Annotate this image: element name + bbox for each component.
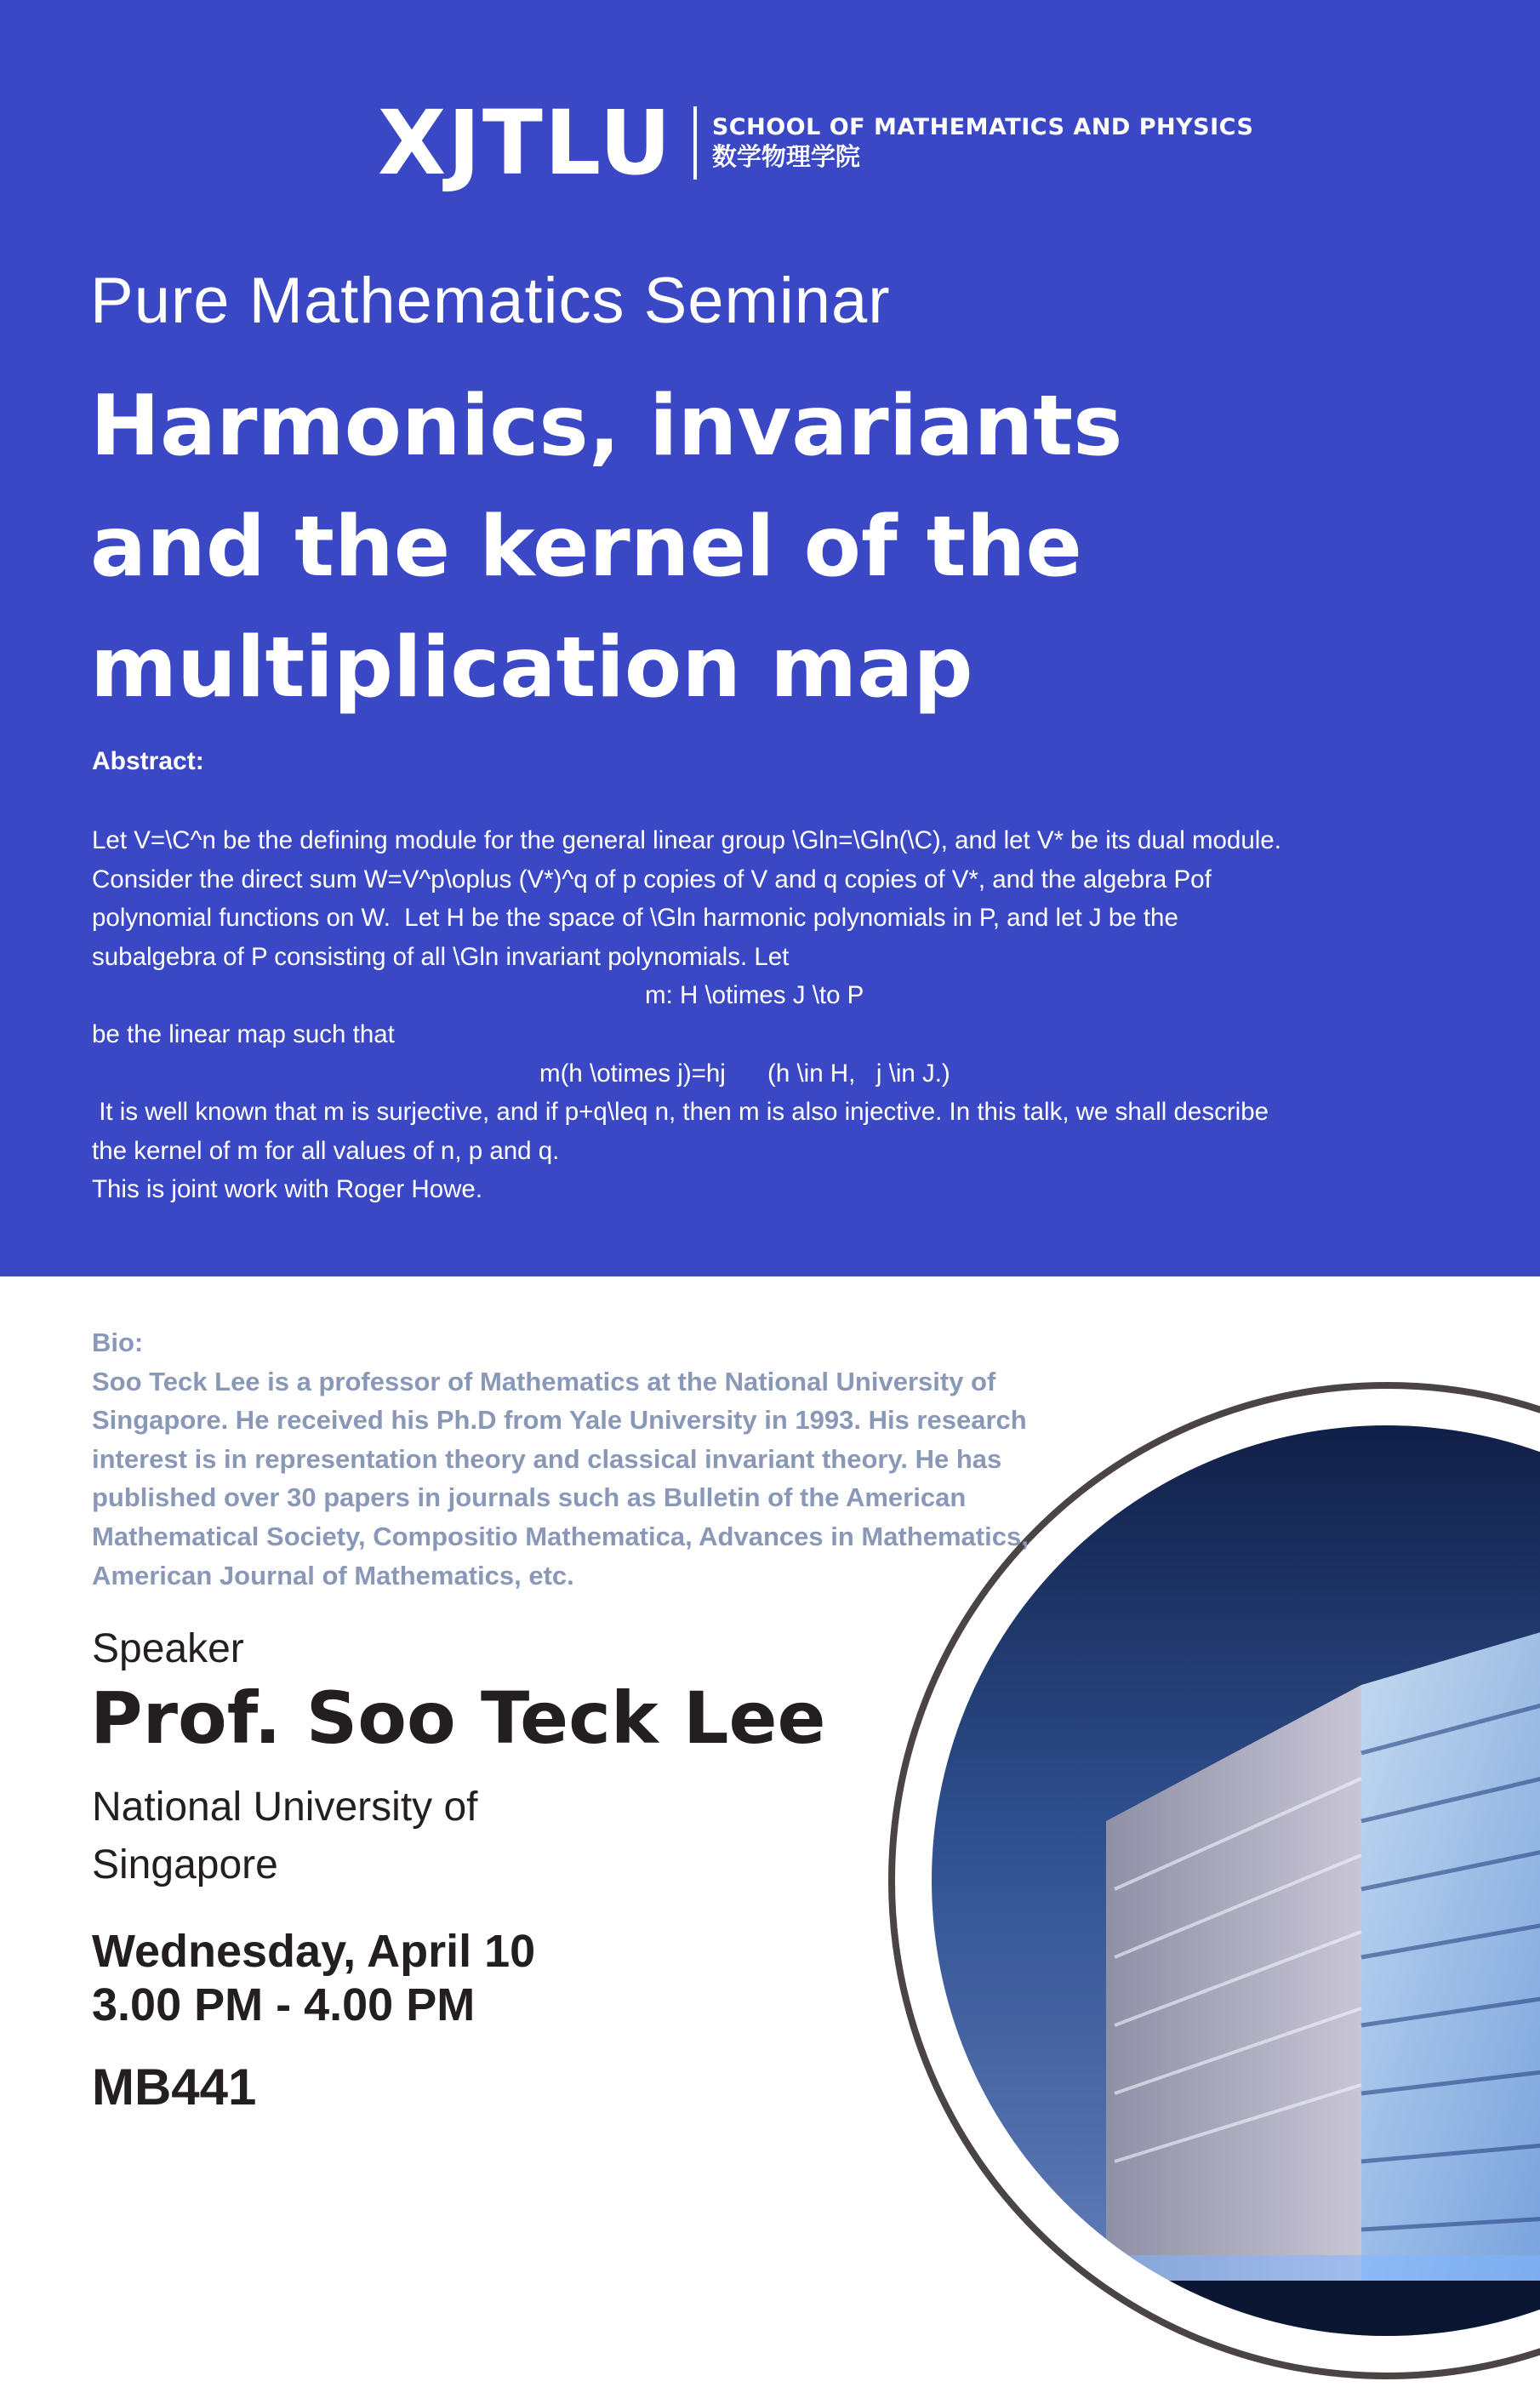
logo-school-zh: 数学物理学院: [711, 141, 860, 171]
logo-school-en: SCHOOL OF MATHEMATICS AND PHYSICS: [711, 114, 1254, 141]
speaker-name: Prof. Soo Teck Lee: [90, 1676, 826, 1760]
abstract-heading: Abstract:: [92, 747, 204, 775]
event-date: Wednesday, April 10: [92, 1926, 536, 1977]
abstract-line: Consider the direct sum W=V^p\oplus (V*)^q of p copies of V and q copies of V*, and the algebra Pof: [92, 865, 1212, 894]
abstract-line: be the linear map such that: [92, 1019, 395, 1048]
abstract-body: [92, 821, 1496, 1209]
logo-mark: XJTLU: [378, 91, 673, 195]
logo-school-name: [712, 114, 1254, 171]
school-logo: [378, 91, 1254, 195]
abstract-line: polynomial functions on W. Let H be the space of \Gln harmonic polynomials in P, and let J be the: [92, 904, 1178, 933]
event-time: 3.00 PM - 4.00 PM: [92, 1979, 476, 2030]
talk-title: Harmonics, invariants and the kernel of the multiplication map: [90, 378, 1123, 717]
speaker-bio: [92, 1323, 1070, 1595]
bio-text: Soo Teck Lee is a professor of Mathematics at the National University of Singapore. He received his Ph.D from Yale University in 1993. His research interest is in representation theory and classical invariant theory. He has published over 30 papers in journals such as Bulletin of the American Mathematical Society, Compositio Mathematica, Advances in Mathematics, American Journal of Mathematics, etc.: [92, 1366, 1029, 1590]
event-room: MB441: [92, 2059, 257, 2116]
seminar-series: Pure Mathematics Seminar: [90, 265, 891, 337]
abstract-line: subalgebra of P consisting of all \Gln invariant polynomials. Let: [92, 942, 790, 971]
abstract-formula: m(h \otimes j)=hj (h \in H, j \in J.): [539, 1059, 950, 1088]
speaker-label: Speaker: [92, 1626, 244, 1671]
abstract-formula: m: H \otimes J \to P: [645, 981, 864, 1010]
speaker-affiliation: National University of Singapore: [92, 1785, 478, 1887]
bio-label: Bio:: [92, 1328, 144, 1357]
abstract-line: It is well known that m is surjective, and if p+q\leq n, then m is also injective. In this talk, we shall describe: [92, 1098, 1269, 1127]
abstract-line: This is joint work with Roger Howe.: [92, 1175, 483, 1204]
abstract-line: Let V=\C^n be the defining module for the general linear group \Gln=\Gln(\C), and let V* be its dual module.: [92, 826, 1281, 854]
abstract-line: the kernel of m for all values of n, p and q.: [92, 1136, 560, 1165]
logo-divider: [693, 106, 697, 180]
